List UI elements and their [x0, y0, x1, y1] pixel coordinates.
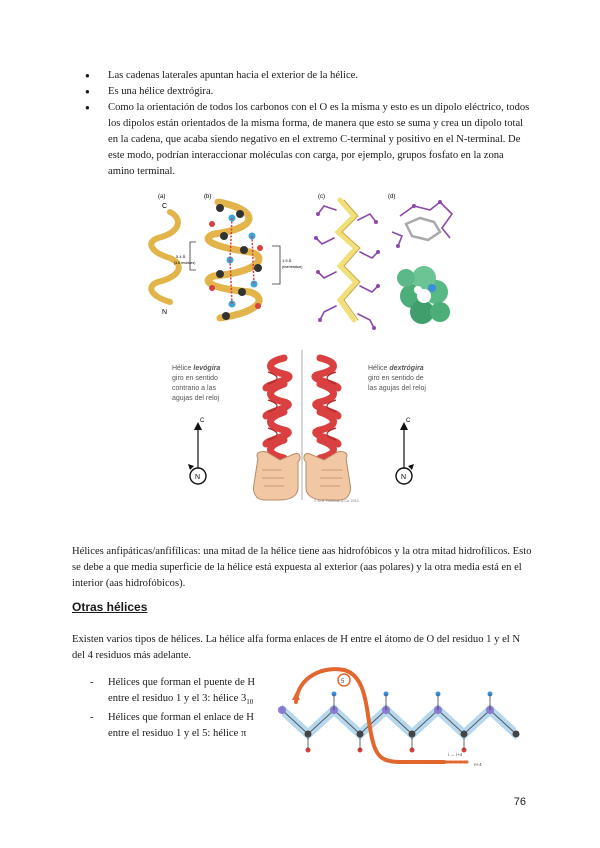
right-helix-title-plain: Hélice: [368, 365, 390, 372]
simple-helix-drawing: [151, 212, 178, 302]
bullet-item: ● Es una hélice dextrógira.: [82, 84, 532, 100]
panel-label-d: (d): [388, 194, 396, 200]
bond-label: i → i+4: [448, 752, 463, 757]
ball-stick-helix-drawing: [190, 202, 280, 320]
hydrogen-bond-chain-figure: [268, 662, 524, 772]
figure-credit: © W.H. Freeman & Co. 2013: [314, 499, 359, 503]
dash-item: [90, 710, 265, 745]
dash-item-text: Hélices que forman el enlace de H entre el residuo 1 y el 5: hélice π: [108, 712, 254, 739]
right-axis-drawing: [396, 418, 414, 484]
pitch-sub-label: (3.6 residues): [174, 261, 196, 265]
svg-text:Hélice dextrógira: [368, 365, 424, 372]
stick-model-drawing: [314, 200, 380, 330]
section-heading: Otras hélices: [72, 600, 148, 614]
right-hand-drawing: [304, 451, 351, 500]
svg-text:Hélice levógira: [172, 365, 220, 372]
bullet-item: ● Las cadenas laterales apuntan hacia el exterior de la hélice.: [82, 68, 532, 84]
residue-bottom-label: n+4: [474, 762, 482, 767]
alpha-helix-figure: [140, 188, 460, 336]
left-axis-drawing: [188, 418, 206, 484]
left-helix-line: contrario a las: [172, 385, 216, 392]
rise-sub-label: (rise/residue): [282, 265, 303, 269]
bullet-item: ● Como la orientación de todos los carbonos con el O es la misma y esto es un dipolo eléctrico, todos los dipolos están orientados de la misma forma, de manera que esto se suma y crea un dipolo total en la cadena, que acaba siendo negativo en el extremo C-terminal y positivo en el N-terminal. De este modo, podrían interaccionar moléculas con carga, por ejemplo, grupos fosfato en la zona amino terminal.: [82, 100, 532, 180]
helix-types-paragraph: Existen varios tipos de hélices. La hélice alfa forma enlaces de H entre el átomo de O del residuo 1 y el N del 4 residuos más adelante.: [72, 634, 521, 661]
dash-item: [90, 675, 265, 710]
left-helix-line: agujas del reloj: [172, 395, 220, 402]
bullet-list: [82, 68, 532, 180]
pitch-label: 5.4 Å: [176, 254, 186, 259]
dash-item-text: Hélices que forman el puente de H entre el residuo 1 y el 3: hélice 3: [108, 677, 256, 704]
handedness-figure: [170, 350, 434, 510]
top-view-drawing: [392, 200, 452, 248]
rise-label: 1.5 Å: [282, 258, 292, 263]
left-axis-c-label: C: [200, 418, 205, 424]
dash-list: [90, 675, 265, 745]
right-axis-c-label: C: [406, 418, 411, 424]
amphipathic-paragraph: Hélices anfipáticas/anfifílicas: una mitad de la hélice tiene aas hidrofóbicos y la otra mitad hidrofílicos. Esto se debe a que media superficie de la hélice está expuesta al exterior (aas polares) y la otra media está en el interior (aas hidrofóbicos).: [72, 546, 532, 589]
right-helix-line: giro en sentido de: [368, 375, 424, 382]
left-helix-title-em: levógira: [193, 365, 221, 372]
terminal-c-label: C: [162, 203, 168, 210]
left-hand-drawing: [253, 451, 300, 500]
left-axis-n-label: N: [195, 474, 201, 481]
dash-item-subscript: 10: [246, 697, 254, 706]
page-number: 76: [513, 796, 526, 808]
panel-label-b: (b): [204, 194, 212, 200]
space-filling-model: [397, 266, 450, 324]
residue-top-label: 5: [341, 679, 345, 685]
right-helix-line: las agujas del reloj: [368, 385, 426, 392]
panel-label-a: (a): [158, 194, 166, 200]
terminal-n-label: N: [162, 309, 168, 316]
right-axis-n-label: N: [401, 474, 407, 481]
panel-label-c: (c): [318, 194, 325, 200]
left-helix-line: giro en sentido: [172, 375, 218, 382]
right-helix-title-em: dextrógira: [389, 365, 424, 372]
left-helix-title-plain: Hélice: [172, 365, 194, 372]
